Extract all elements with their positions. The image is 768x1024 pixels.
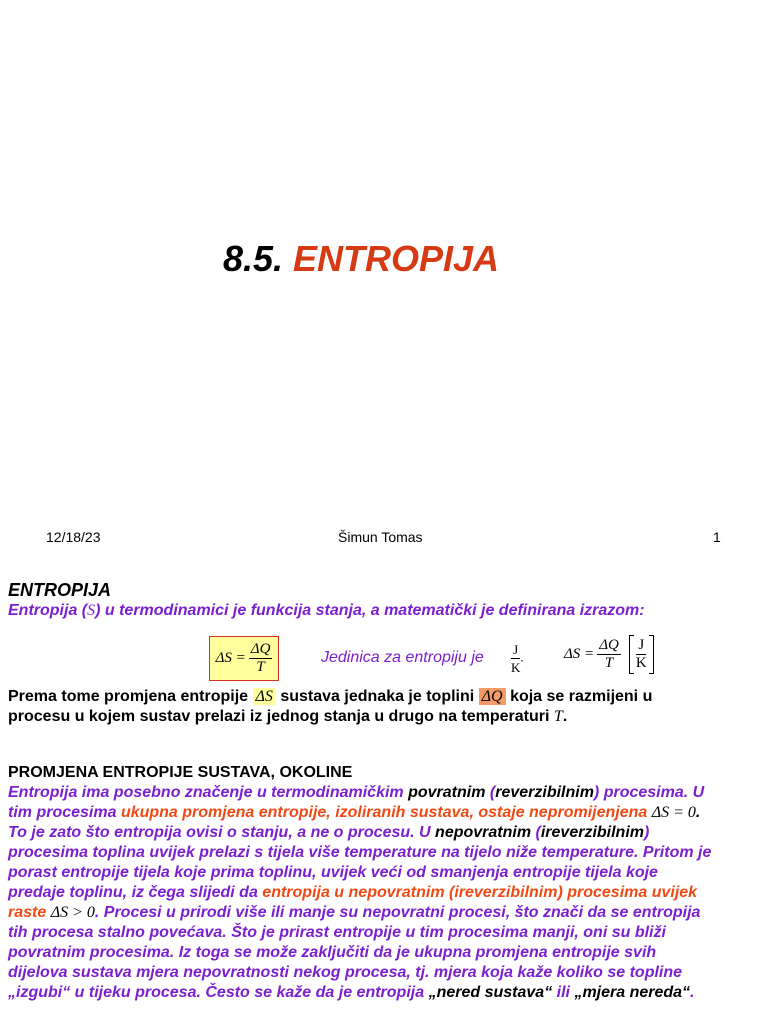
body-line-9: povratnim procesima. Iz toga se može zaključiti da je ukupna promjena entropije svih	[8, 944, 657, 961]
formula2-num: ΔQ	[599, 637, 619, 653]
p1-text-a: Prema tome promjena entropije	[8, 688, 249, 705]
l3-c: (	[535, 824, 541, 841]
intro-symbol: S	[87, 602, 96, 619]
l1-c: (	[489, 784, 496, 801]
l11-d: „mjera nereda“	[574, 984, 691, 1001]
unit-den: K	[511, 660, 521, 675]
unit-bracket	[629, 635, 654, 674]
body-line-6	[8, 883, 764, 903]
l7-a: raste	[8, 904, 47, 921]
formula-fraction	[249, 641, 273, 676]
slide-title	[0, 238, 722, 280]
entropy-formula-units	[564, 635, 654, 674]
formula-lhs: ΔS =	[215, 650, 246, 666]
footer-date: 12/18/23	[46, 529, 101, 545]
body-line-1	[8, 783, 764, 803]
p1-text-d: procesu u kojem sustav prelazi iz jednog stanja u drugo na temperaturi	[8, 708, 550, 725]
l2-dot: .	[695, 804, 701, 821]
l6-a: predaje toplinu, iz čega slijedi da	[8, 884, 258, 901]
formula2-bracket-num: J	[638, 637, 645, 653]
l3-e: )	[644, 824, 650, 841]
body-line-7	[8, 903, 764, 923]
l7-sym: ΔS > 0	[50, 904, 95, 921]
p1-text-c: koja se razmijeni u	[510, 688, 653, 705]
heading-promjena: PROMJENA ENTROPIJE SUSTAVA, OKOLINE	[8, 764, 353, 781]
para1-line2	[8, 707, 764, 727]
p1-text-b: sustava jednaka je toplini	[280, 688, 475, 705]
p1-symbol-t: T	[553, 708, 563, 725]
body-line-8: tih procesa stalno povećava. Što je prirast entropije u tim procesima manji, oni su bliži	[8, 924, 666, 941]
body-line-10: dijelova sustava mjera nepovratnosti nekog procesa, tj. mjera koja kaže koliko se topline	[8, 964, 683, 981]
l11-c: ili	[556, 984, 570, 1001]
l3-b: nepovratnim	[435, 824, 532, 841]
title-number: 8.5.	[222, 238, 283, 279]
intro-text-b: ) u termodinamici je funkcija stanja, a matematički je definirana izrazom:	[95, 602, 645, 619]
intro-line	[8, 601, 764, 621]
intro-text-a: Entropija (	[8, 602, 88, 619]
body-line-11	[8, 983, 764, 1003]
footer-author: Šimun Tomas	[338, 529, 423, 545]
slide-2	[8, 580, 764, 1003]
delta-q-highlight: ΔQ	[479, 688, 506, 705]
unit-label: Jedinica za entropiju je	[321, 649, 484, 666]
p1-dot: .	[562, 708, 568, 725]
unit-num: J	[513, 642, 519, 657]
entropy-formula-box	[209, 636, 279, 681]
formula-num: ΔQ	[250, 641, 271, 657]
para1-line1	[8, 687, 764, 707]
body-line-2	[8, 803, 764, 823]
formula-row	[8, 629, 764, 687]
l11-b: „nered sustava“	[428, 984, 553, 1001]
delta-s-highlight: ΔS	[253, 688, 276, 705]
formula2-lhs: ΔS =	[564, 646, 595, 662]
l11-a: „izgubi“ u tijeku procesa. Često se kaže da je entropija	[8, 984, 425, 1001]
l1-d: reverzibilnim	[495, 784, 594, 801]
body-line-4: procesima toplina uvijek prelazi s tijela više temperature na tijelo niže temperature. Pritom je	[8, 844, 712, 861]
formula2-den: T	[604, 655, 614, 671]
l1-a: Entropija ima posebno značenje u termodinamičkim	[8, 784, 404, 801]
heading-entropija: ENTROPIJA	[8, 580, 112, 600]
footer-page: 1	[713, 529, 721, 545]
title-word: ENTROPIJA	[293, 238, 500, 279]
l1-b: povratnim	[408, 784, 486, 801]
l11-e: .	[690, 984, 695, 1001]
l2-a: tim procesima	[8, 804, 117, 821]
l2-sym: ΔS = 0	[651, 804, 696, 821]
l6-b: entropija u nepovratnim (ireverzibilnim) procesima uvijek	[262, 884, 698, 901]
body-line-3	[8, 823, 764, 843]
l3-a: To je zato što entropija ovisi o stanju, a ne o procesu. U	[8, 824, 431, 841]
unit-fraction	[508, 641, 524, 676]
l2-b: ukupna promjena entropije, izoliranih sustava, ostaje nepromijenjena	[120, 804, 648, 821]
unit-dot: .	[520, 649, 524, 665]
l3-d: ireverzibilnim	[540, 824, 644, 841]
l7-b: . Procesi u prirodi više ili manje su nepovratni procesi, što znači da se entropija	[94, 904, 701, 921]
formula-den: T	[256, 659, 265, 675]
formula2-bracket-den: K	[635, 655, 647, 671]
body-line-5: porast entropije tijela koje prima toplinu, uvijek veći od smanjenja entropije tijela koje	[8, 864, 658, 881]
l1-e: ) procesima. U	[593, 784, 705, 801]
